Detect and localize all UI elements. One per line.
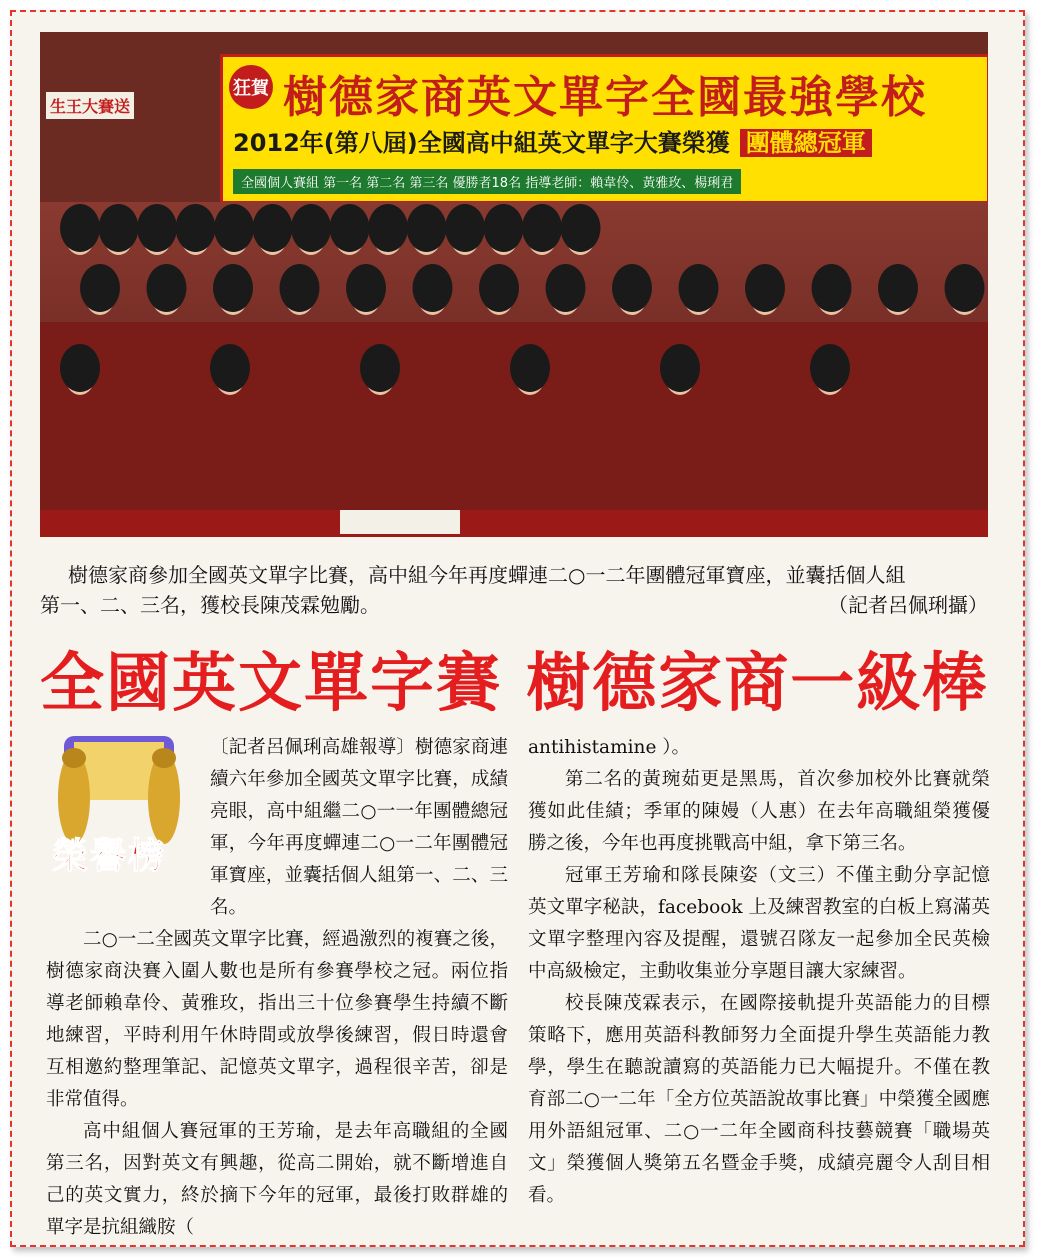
honor-roll-label: 榮譽榜 <box>52 836 167 877</box>
photo-credit: （記者呂佩琍攝） <box>828 593 988 617</box>
paragraph: 第二名的黃琬茹更是黑馬，首次參加校外比賽就榮獲如此佳績；季軍的陳嫚（人惠）在去年高職組榮獲優勝之後，今年也再度挑戰高中組，拿下第三名。 <box>528 769 990 854</box>
caption-line-1: 樹德家商參加全國英文單字比賽，高中組今年再度蟬連二○一二年團體冠軍寶座，並囊括個人組 <box>68 563 906 587</box>
banner-subtitle: 2012年(第八屆)全國高中組英文單字大賽榮獲 團體總冠軍 <box>233 123 872 158</box>
paragraph: 校長陳茂霖表示，在國際接軌提升英語能力的目標策略下，應用英語科教師努力全面提升學生英語能力教學，學生在聽說讀寫的英語能力已大幅提升。不僅在教育部二○一二年「全方位英語說故事比賽」中榮獲全國應用外語組冠軍、二○一二年全國商科技藝競賽「職場英文」榮獲個人獎第五名暨金手獎，成績亮麗令人刮目相看。 <box>528 993 990 1206</box>
people-silhouettes <box>40 202 988 537</box>
paragraph: antihistamine ）。 <box>528 737 691 758</box>
side-sign: 生王大賽送 <box>46 92 134 119</box>
award-banner <box>220 54 988 204</box>
students-group <box>40 202 988 537</box>
paragraph: 〔記者呂佩琍高雄報導〕樹德家商連續六年參加全國英文單字比賽，成績亮眼，高中組繼二○一一年團體總冠軍，今年再度蟬連二○一二年團體冠軍寶座，並囊括個人組第一、二、三名。 <box>210 737 508 918</box>
photo-caption <box>40 560 988 620</box>
article-column-right <box>528 732 990 1212</box>
caption-line-2: 第一、二、三名，獲校長陳茂霖勉勵。 <box>40 593 380 617</box>
paragraph: 冠軍王芳瑜和隊長陳姿（文三）不僅主動分享記憶英文單字秘訣，facebook 上及練習教室的白板上寫滿英文單字整理內容及提醒，還號召隊友一起參加全民英檢中高級檢定，主動收集並分享題目讓大家練習。 <box>528 865 990 982</box>
banner-highlight: 團體總冠軍 <box>740 129 872 157</box>
banner-title: 樹德家商英文單字全國最強學校 <box>283 72 927 123</box>
article-column-left <box>46 732 508 1244</box>
paragraph: 二○一二全國英文單字比賽，經過激烈的複賽之後，樹德家商決賽入圍人數也是所有參賽學校之冠。兩位指導老師賴韋伶、黃雅玫，指出三十位參賽學生持續不斷地練習，平時利用午休時間或放學後練習，假日時還會互相邀約整理筆記、記憶英文單字，過程很辛苦，卻是非常值得。 <box>46 929 508 1110</box>
headline: 全國英文單字賽 樹德家商一級棒 <box>40 647 989 721</box>
paragraph: 高中組個人賽冠軍的王芳瑜，是去年高職組的全國第三名，因對英文有興趣，從高二開始，就不斷增進自己的英文實力，終於摘下今年的冠軍，最後打敗群雄的單字是抗組織胺（ <box>46 1121 508 1238</box>
banner-tag: 狂賀 <box>229 65 273 109</box>
group-photo <box>40 32 988 537</box>
banner-strip: 全國個人賽組 第一名 第二名 第三名 優勝者18名 指導老師：賴韋伶、黃雅玫、楊琍君 <box>233 169 741 194</box>
